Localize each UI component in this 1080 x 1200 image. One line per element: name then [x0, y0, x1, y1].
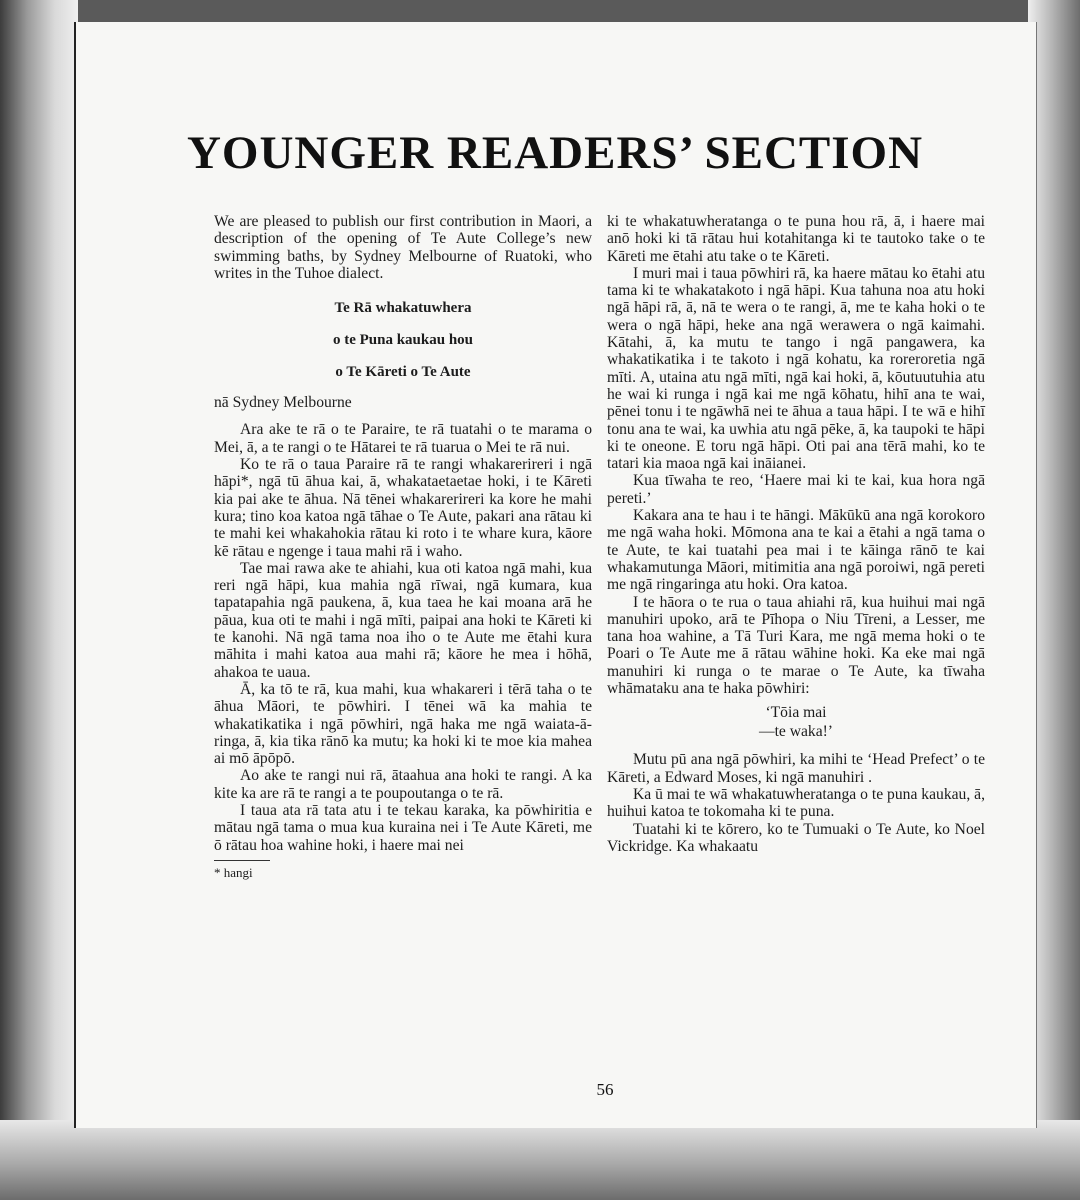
- quote-line-1: ‘Tōia mai: [765, 704, 827, 722]
- body-paragraph: I muri mai i taua pōwhiri rā, ka haere mātau ko ētahi atu tama ki te whakatakoto i ngā hāpi. Kua tahuna noa atu hoki ngā hāpi rā, ā, nā te wera o te rangi, ā, me te kaha hoki o te wera o ngā hāpi, heke ana ngā werawera o ngā kaimahi. Kātahi, ā, ka mutu te tango i ngā pangawera, ka whakatikatika i te takoto i ngā kohatu, ka roreroretia ngā mīti. A, utaina atu ngā mīti, ngā kai hoki, ā, kōutuutuhia atu he wai ki runga i ngā kai me ngā kōhatu, hihī ana te wai, pēnei tonu i te ngāwhā nei te āhua a taua hāpi. I te wā e hihī tonu ana te wai, ka uwhia atu ngā pēke, ā, ka taupoki te hāpi ki te oneone. E toru ngā hāpi. Oti pai ana tērā mahi, ko te tatari kia maoa ngā kai ināianei.: [607, 264, 985, 473]
- body-paragraph: Mutu pū ana ngā pōwhiri, ka mihi te ‘Head Prefect’ o te Kāreti, a Edward Moses, ki ngā manuhiri .: [607, 751, 985, 786]
- byline: nā Sydney Melbourne: [214, 394, 352, 412]
- left-column: [214, 213, 592, 880]
- article-heading-line-1: Te Rā whakatuwhera: [334, 300, 472, 317]
- body-paragraph: I taua ata rā tata atu i te tekau karaka, ka pōwhiritia e mātau ngā tama o mua kua kuraina nei i Te Aute Kāreti, me ō rātau hoa wahine hoki, i haere mai nei: [214, 802, 592, 854]
- body-paragraph: Ko te rā o taua Paraire rā te rangi whakarerireri i ngā hāpi*, ngā tū āhua kai, ā, whakataetaetae hoki, i te Kāreti kia pai ake te āhua. Nā tēnei whakarerireri ka kore he mahi kura; tino koa katoa ngā tāhae o Te Aute, pakari ana rātau ki te mahi kei whakahokia rātau ki roto i te whare kura, kāore kē rātau e ngenge i taua mahi rā i waho.: [214, 456, 592, 560]
- body-paragraph: Ao ake te rangi nui rā, ātaahua ana hoki te rangi. A ka kite ka are rā te rangi a te poupoutanga o te rā.: [214, 767, 592, 802]
- body-paragraph: Ka ū mai te wā whakatuwheratanga o te puna kaukau, ā, huihui katoa te tokomaha ki te puna.: [607, 785, 985, 821]
- quote-line-2: —te waka!’: [758, 723, 834, 741]
- body-paragraph: Ā, ka tō te rā, kua mahi, kua whakareri i tērā taha o te āhua Māori, te pōwhiri. I tēnei wā ka mahia te whakatikatika i ngā pōwhiri, ngā haka me ngā waiata-ā-ringa, ā, kia tika rānō ka mutu; ka hoki ki te moe kia mahea ai mō āpōpō.: [214, 680, 592, 768]
- intro-paragraph: We are pleased to publish our first contribution in Maori, a description of the opening of Te Aute College’s new swimming baths, by Sydney Melbourne of Ruatoki, who writes in the Tuhoe dialect.: [214, 213, 592, 282]
- footnote: * hangi: [214, 864, 253, 880]
- body-paragraph: Ara ake te rā o te Paraire, te rā tuatahi o te marama o Mei, ā, a te rangi o te Hātarei te rā tuarua o Mei te rā nui.: [214, 421, 592, 456]
- scan-bottom-edge: [0, 1120, 1080, 1200]
- body-paragraph: Kua tīwaha te reo, ‘Haere mai ki te kai, kua hora ngā pereti.’: [607, 472, 985, 507]
- body-paragraph: Tae mai rawa ake te ahiahi, kua oti katoa ngā mahi, kua reri ngā hāpi, kua mahia ngā rīwai, ngā kumara, kua tapatapahia ngā paukena, ā, kua taea he kai moana arā he pāua, kua oti te mahi i ngā mīti, paipai ana hoki te Kāreti ki te kanohi. Nā ngā tama noa iho o te Aute me ētahi kura māhita i mahi katoa aua mahi rā; kāore he mea i hōhā, ahakoa te uaua.: [214, 559, 592, 681]
- haka-quote: [607, 703, 985, 741]
- page-title: YOUNGER READERS’ SECTION: [186, 127, 924, 179]
- footnote-divider: [214, 860, 270, 861]
- scan-left-edge: [0, 0, 78, 1200]
- body-paragraph: Kakara ana te hau i te hāngi. Mākūkū ana ngā korokoro me ngā waha hoki. Mōmona ana te kai a ētahi a ngā tama o te Aute, te kai tuatahi pea mai i te kāinga rānō te kai whakamutunga Māori, mitimitia ana ngā poroiwi, ngā pereti me ngā ringaringa atu hoki. Ora katoa.: [607, 507, 985, 594]
- article-heading-line-3: o Te Kāreti o Te Aute: [335, 364, 471, 381]
- article-heading-line-2: o te Puna kaukau hou: [332, 332, 474, 349]
- body-paragraph: I te hāora o te rua o taua ahiahi rā, kua huihui mai ngā manuhiri upoko, arā te Pīhopa o Niu Tīreni, a Lesser, me tana hoa wahine, a Tā Turi Kara, me ngā mema hoki o te Poari o Te Aute me ā rātau wāhine hoki. Ka eke mai ngā manuhiri ki runga o te marae o Te Aute, ka tīwaha whāmataku ana te haka pōwhiri:: [607, 593, 985, 698]
- right-column: [607, 213, 985, 855]
- page-number: 56: [596, 1080, 614, 1099]
- body-paragraph: Tuatahi ki te kōrero, ko te Tumuaki o Te Aute, ko Noel Vickridge. Ka whakaatu: [607, 820, 985, 855]
- body-paragraph: ki te whakatuwheratanga o te puna hou rā, ā, i haere mai anō hoki ki tā rātau hui kotahitanga ki te tautoko take o te Kāreti me ētahi atu take o te Kāreti.: [607, 213, 985, 265]
